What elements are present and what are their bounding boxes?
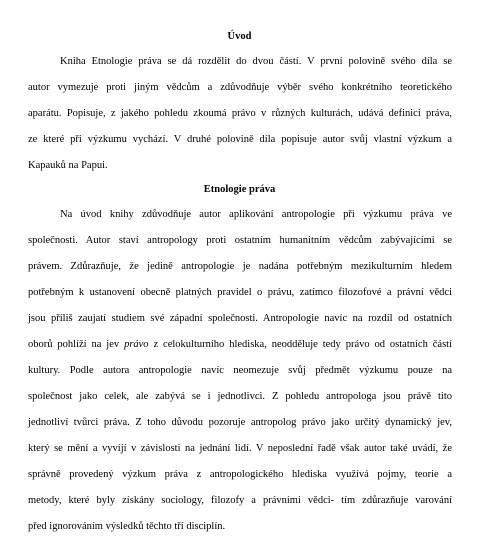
line-text: oborů pohlíží na jev bbox=[28, 339, 125, 350]
paragraph-line: Na úvod knihy zdůvodňuje autor aplikování antropologie při výzkumu práva ve bbox=[60, 209, 452, 220]
paragraph-line: potřebným k ustanovení obecně platných pravidel o právu, zatímco filozofové a právní vědci bbox=[28, 287, 452, 298]
paragraph-line: Kapauků na Papui. bbox=[28, 160, 108, 171]
paragraph-line: metody, které byly získány sociology, filozofy a právními vědci- tím zdůrazňuje varování bbox=[28, 495, 452, 506]
paragraph-line: správně provedený výzkum práva z antropologického hlediska využívá pojmy, teorie a bbox=[28, 469, 452, 480]
paragraph-line: právem. Zdůrazňuje, že jedině antropologie je nadána potřebným mezikulturním hledem bbox=[28, 261, 452, 272]
paragraph-line: jednotliví tvůrci práva. Z toho důvodu pozoruje antropolog právo jako určitý dynamický jev, bbox=[28, 417, 452, 428]
paragraph-line: před ignorováním výsledků těchto tří disciplín. bbox=[28, 521, 226, 532]
paragraph-line bbox=[28, 338, 452, 351]
paragraph-line: Kniha Etnologie práva se dá rozdělit do dvou částí. V první polovině svého díla se bbox=[60, 56, 452, 67]
italic-word: právo bbox=[124, 339, 149, 350]
paragraph-line: jsou příliš zaujatí studiem své západní společnosti. Antropologie navíc na rozdíl od ostatních bbox=[28, 313, 452, 324]
paragraph-line: autor vymezuje proti jiným vědcům a zdůvodňuje výběr svého konkrétního teoretického bbox=[28, 82, 452, 93]
line-text: z celokulturního hlediska, neodděluje tedy právo od ostatních částí bbox=[148, 339, 452, 350]
section-heading-etnologie-prava: Etnologie práva bbox=[203, 184, 276, 195]
paragraph-line: kultury. Podle autora antropologie navíc neomezuje svůj předmět výzkumu pouze na bbox=[28, 365, 452, 376]
section-heading-uvod: Úvod bbox=[227, 31, 252, 42]
paragraph-line: ze které při výzkumu vychází. V druhé polovině díla popisuje autor svůj vlastní výzkum a bbox=[28, 134, 452, 145]
paragraph-line: aparátu. Popisuje, z jakého pohledu zkoumá právo v různých kulturách, udává definici práva, bbox=[28, 108, 452, 119]
paragraph-line: společnosti. Autor staví antropology proti ostatním humanitním vědcům zabývajícími se bbox=[28, 235, 452, 246]
paragraph-line: společnost jako celek, ale zabývá se i jednotlivci. Z pohledu antropologa jsou právě tito bbox=[28, 391, 452, 402]
paragraph-line: který se mění a vyvíjí v závislosti na jednání lidí. V neposlední řadě však autor také uvádí, že bbox=[28, 443, 452, 454]
